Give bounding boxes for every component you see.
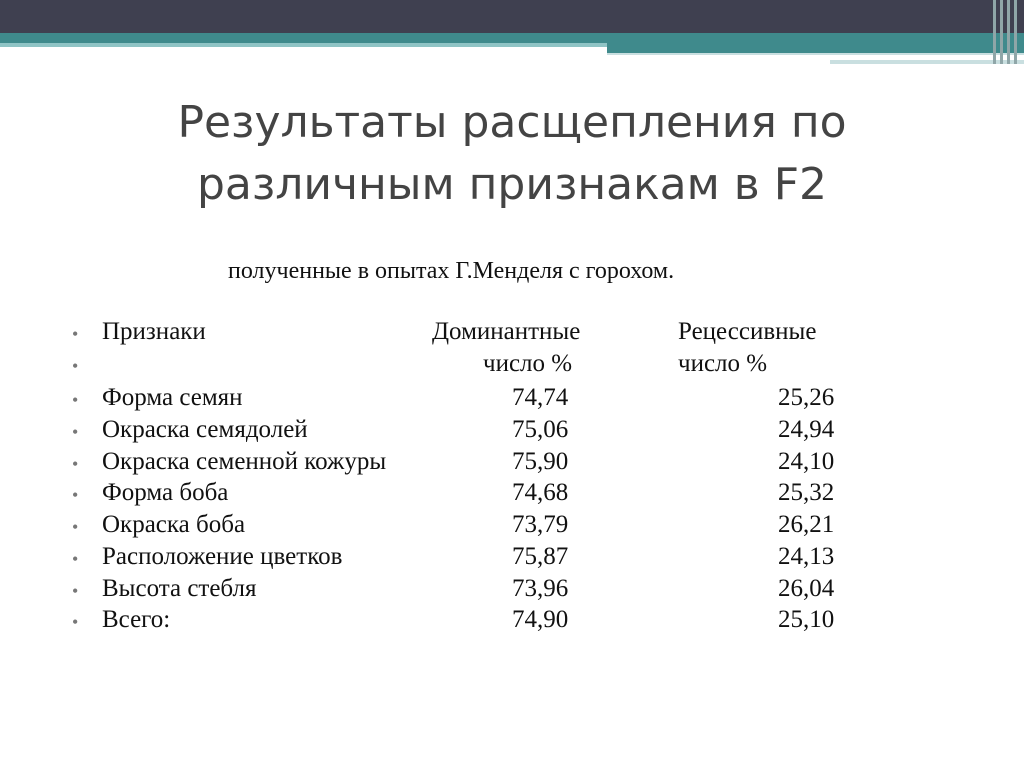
bullet: • <box>72 549 79 569</box>
row-dominant: 73,96 <box>512 575 569 602</box>
bullet: • <box>72 356 79 376</box>
row-recessive: 24,10 <box>778 448 835 475</box>
row-label: Расположение цветков <box>102 543 343 570</box>
slide-title <box>0 92 1024 216</box>
row-label: Окраска боба <box>102 511 246 538</box>
table-row <box>0 543 1024 574</box>
bullet: • <box>72 485 79 505</box>
slide-title-line-2: различным признакам в F2 <box>196 159 828 210</box>
bullet: • <box>72 454 79 474</box>
header-band-teal-right <box>607 43 1024 53</box>
row-recessive: 26,21 <box>778 511 835 538</box>
table-row <box>0 606 1024 637</box>
row-recessive: 25,26 <box>778 384 835 411</box>
row-recessive: 25,10 <box>778 606 835 633</box>
row-label: Форма семян <box>102 384 243 411</box>
table-row <box>0 479 1024 510</box>
header-band-dark <box>0 0 1024 33</box>
row-dominant: 75,06 <box>512 416 569 443</box>
table-row <box>0 575 1024 606</box>
bullet: • <box>72 581 79 601</box>
table-row <box>0 448 1024 479</box>
table-row <box>0 511 1024 542</box>
row-recessive: 26,04 <box>778 575 835 602</box>
row-dominant: 75,90 <box>512 448 569 475</box>
slide-title-line-1: Результаты расщепления по <box>177 97 847 148</box>
row-label: Окраска семядолей <box>102 416 308 443</box>
table-row <box>0 416 1024 447</box>
row-dominant: 74,68 <box>512 479 569 506</box>
row-recessive: 24,13 <box>778 543 835 570</box>
header-stripe <box>1000 0 1003 64</box>
header-stripe <box>1014 0 1017 64</box>
row-dominant: 74,74 <box>512 384 569 411</box>
slide-subtitle: полученные в опытах Г.Менделя с горохом. <box>228 258 675 284</box>
table-subheader-row <box>0 350 1024 381</box>
row-label: Всего: <box>102 606 171 633</box>
header-stripe <box>993 0 996 64</box>
row-label: Высота стебля <box>102 575 257 602</box>
bullet: • <box>72 324 79 344</box>
table-row <box>0 384 1024 415</box>
header-recessive: Рецессивные <box>678 318 817 345</box>
row-label: Форма боба <box>102 479 229 506</box>
header-label: Признаки <box>102 318 206 345</box>
bullet: • <box>72 390 79 410</box>
bullet: • <box>72 517 79 537</box>
bullet: • <box>72 612 79 632</box>
row-recessive: 24,94 <box>778 416 835 443</box>
row-dominant: 74,90 <box>512 606 569 633</box>
header-band-light <box>0 43 607 47</box>
header-band-teal <box>0 33 1024 43</box>
table-header-row <box>0 318 1024 349</box>
header-dominant-sub: число % <box>483 350 573 377</box>
header-stripe <box>1007 0 1010 64</box>
header-dominant: Доминантные <box>432 318 581 345</box>
header-line <box>607 53 1024 55</box>
header-recessive-sub: число % <box>678 350 768 377</box>
row-label: Окраска семенной кожуры <box>102 448 387 475</box>
row-dominant: 73,79 <box>512 511 569 538</box>
row-recessive: 25,32 <box>778 479 835 506</box>
bullet: • <box>72 422 79 442</box>
row-dominant: 75,87 <box>512 543 569 570</box>
